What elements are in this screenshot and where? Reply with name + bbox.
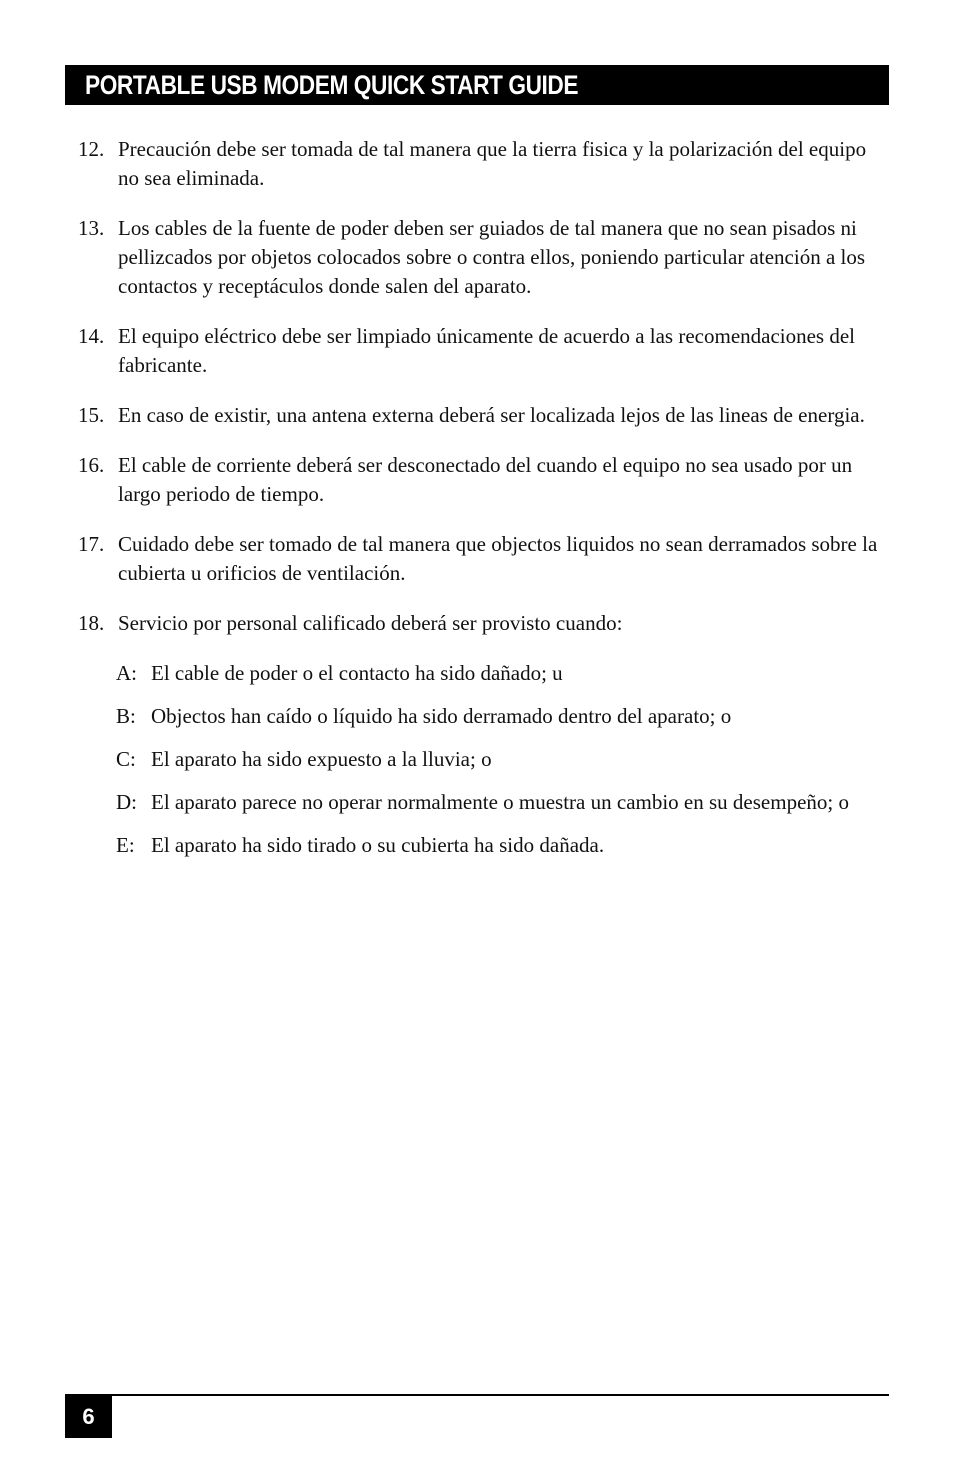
sublist-item-e	[116, 831, 890, 860]
item-number: 18.	[78, 611, 105, 635]
subitem-letter: B:	[116, 704, 136, 728]
subitem-letter: C:	[116, 747, 136, 771]
list-item-18	[78, 609, 890, 638]
sublist-item-c	[116, 745, 890, 774]
sublist-item-d	[116, 788, 890, 817]
item-number: 17.	[78, 532, 105, 556]
subitem-text: Objectos han caído o líquido ha sido derramado dentro del aparato; o	[151, 704, 732, 728]
sublist-item-a	[116, 659, 890, 688]
list-item-16	[78, 451, 890, 509]
subitem-letter: D:	[116, 790, 137, 814]
item-text: El equipo eléctrico debe ser limpiado únicamente de acuerdo a las recomendaciones del fabricante.	[118, 324, 856, 377]
service-conditions-sublist	[116, 659, 890, 860]
list-item-15	[78, 401, 890, 430]
subitem-letter: A:	[116, 661, 137, 685]
list-item-13	[78, 214, 890, 301]
item-number: 15.	[78, 403, 105, 427]
subitem-text: El aparato ha sido tirado o su cubierta ha sido dañada.	[151, 833, 605, 857]
page-title: PORTABLE USB MODEM QUICK START GUIDE	[85, 70, 579, 100]
item-number: 16.	[78, 453, 105, 477]
item-text: En caso de existir, una antena externa deberá ser localizada lejos de las lineas de energia.	[118, 403, 865, 427]
item-number: 13.	[78, 216, 105, 240]
sublist-item-b	[116, 702, 890, 731]
list-item-17	[78, 530, 890, 588]
item-text: Servicio por personal calificado deberá ser provisto cuando:	[118, 611, 623, 635]
list-item-12	[78, 135, 890, 193]
item-text: Precaución debe ser tomada de tal manera que la tierra fisica y la polarización del equipo no sea eliminada.	[118, 137, 867, 190]
safety-instructions-list	[78, 135, 890, 874]
subitem-text: El cable de poder o el contacto ha sido dañado; u	[151, 661, 563, 685]
item-text: Cuidado debe ser tomado de tal manera que objectos liquidos no sean derramados sobre la cubierta u orificios de ventilación.	[118, 532, 878, 585]
item-text: El cable de corriente deberá ser desconectado del cuando el equipo no sea usado por un largo periodo de tiempo.	[118, 453, 853, 506]
item-text: Los cables de la fuente de poder deben ser guiados de tal manera que no sean pisados ni pellizcados por objetos colocados sobre o contra ellos, poniendo particular atención a los contactos y receptáculos donde salen del aparato.	[118, 216, 866, 298]
list-item-14	[78, 322, 890, 380]
item-number: 14.	[78, 324, 105, 348]
item-number: 12.	[78, 137, 105, 161]
page-number: 6	[65, 1396, 112, 1438]
subitem-text: El aparato ha sido expuesto a la lluvia; o	[151, 747, 492, 771]
subitem-letter: E:	[116, 833, 135, 857]
header-bar	[65, 65, 889, 105]
footer-rule	[65, 1394, 889, 1396]
subitem-text: El aparato parece no operar normalmente o muestra un cambio en su desempeño; o	[151, 790, 849, 814]
